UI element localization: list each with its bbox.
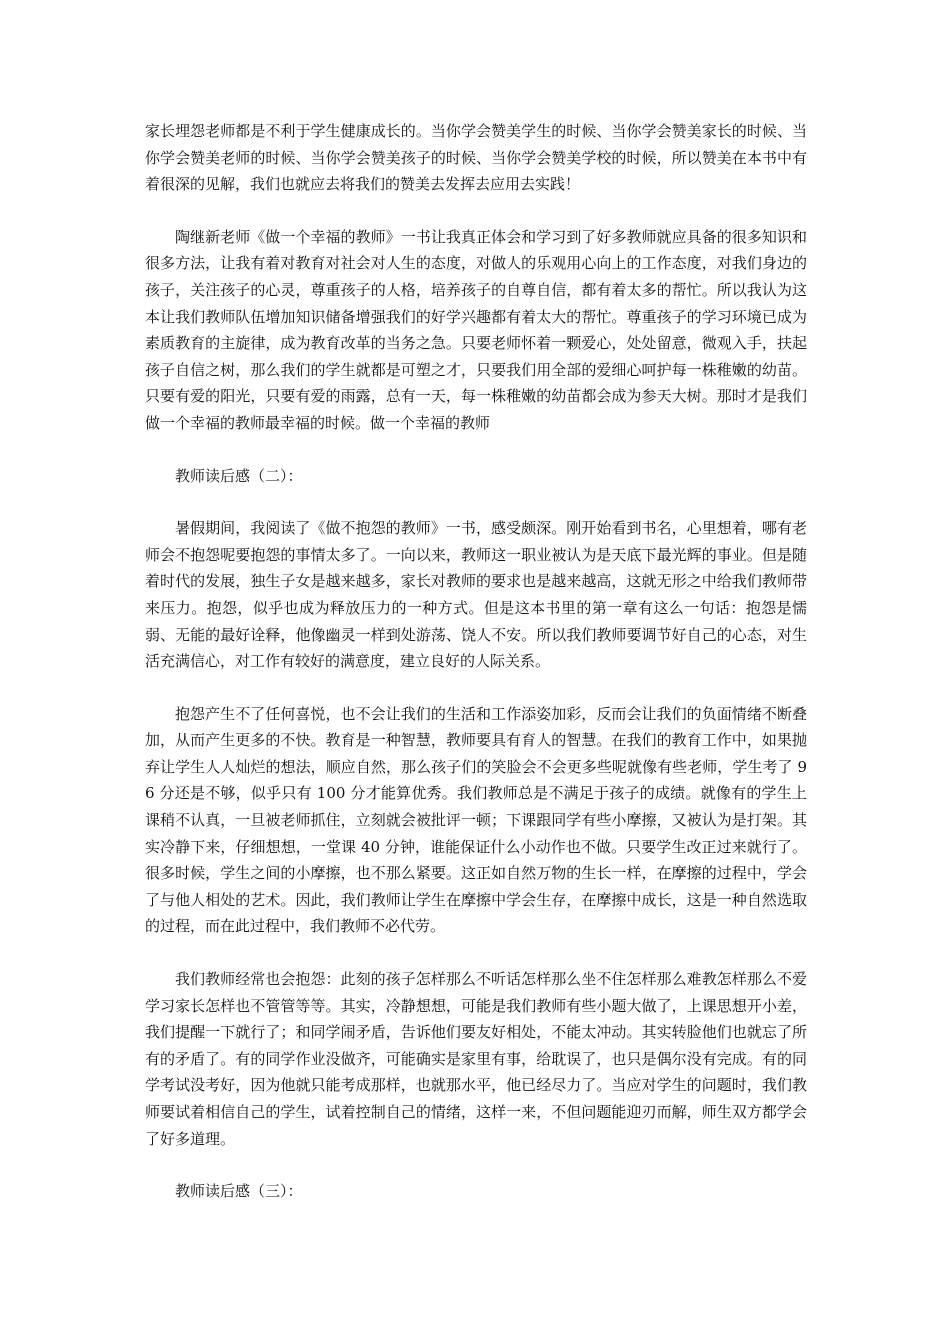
paragraph-section2-2: 抱怨产生不了任何喜悦，也不会让我们的生活和工作添姿加彩，反而会让我们的负面情绪不断叠加，从而产生更多的不快。教育是一种智慧，教师要具有育人的智慧。在我们的教育工作中，如果抛弃让学生人人灿烂的想法，顺应自然，那么孩子们的笑脸会不会更多些呢就像有些老师，学生考了 96 分还是不够，似乎只有 100 分才能算优秀。我们教师总是不满足于孩子的成绩。就像有的学生上课稍不认真，一旦被老师抓住，立刻就会被批评一顿；下课跟同学有些小摩擦，又被认为是打架。其实冷静下来，仔细想想，一堂课 40 分钟，谁能保证什么小动作也不做。只要学生改正过来就行了。很多时候，学生之间的小摩擦，也不那么紧要。这正如自然万物的生长一样，在摩擦的过程中，学会了与他人相处的艺术。因此，我们教师让学生在摩擦中学会生存，在摩擦中成长，这是一种自然选取的过程，而在此过程中，我们教师不必代劳。 [145, 704, 807, 936]
document-page [145, 118, 807, 1231]
paragraph-section2-1: 暑假期间，我阅读了《做不抱怨的教师》一书，感受颇深。刚开始看到书名，心里想着，哪有老师会不抱怨呢要抱怨的事情太多了。一向以来，教师这一职业被认为是天底下最光辉的事业。但是随着时代的发展，独生子女是越来越多，家长对教师的要求也是越来越高，这就无形之中给我们教师带来压力。抱怨，似乎也成为释放压力的一种方式。但是这本书里的第一章有这么一句话：抱怨是懦弱、无能的最好诠释，他像幽灵一样到处游荡、饶人不安。所以我们教师要调节好自己的心态，对生活充满信心，对工作有较好的满意度，建立良好的人际关系。 [145, 519, 807, 671]
section-heading-2: 教师读后感（二）： [175, 466, 303, 485]
paragraph-book-review-1: 陶继新老师《做一个幸福的教师》一书让我真正体会和学习到了好多教师就应具备的很多知识和很多方法，让我有着对教育对社会对人生的态度，对做人的乐观用心向上的工作态度，对我们身边的孩子，关注孩子的心灵，尊重孩子的人格，培养孩子的自尊自信，都有着太多的帮忙。所以我认为这本让我们教师队伍增加知识储备增强我们的好学兴趣都有着太大的帮忙。尊重孩子的学习环境已成为素质教育的主旋律，成为教育改革的当务之急。只要老师怀着一颗爱心，处处留意，微观入手，扶起孩子自信之树，那么我们的学生就都是可塑之才，只要我们用全部的爱细心呵护每一株稚嫩的幼苗。只要有爱的阳光，只要有爱的雨露，总有一天，每一株稚嫩的幼苗都会成为参天大树。那时才是我们做一个幸福的教师最幸福的时候。做一个幸福的教师 [145, 227, 807, 432]
paragraph-section2-3: 我们教师经常也会抱怨：此刻的孩子怎样那么不听话怎样那么坐不住怎样那么难教怎样那么不爱学习家长怎样也不管管等等。其实，冷静想想，可能是我们教师有些小题大做了，上课思想开小差，我们提醒一下就行了；和同学闹矛盾，告诉他们要友好相处，不能太冲动。其实转脸他们也就忘了所有的矛盾了。有的同学作业没做齐，可能确实是家里有事，给耽误了，也只是偶尔没有完成。有的同学考试没考好，因为他就只能考成那样，也就那水平，他已经尽力了。当应对学生的问题时，我们教师要试着相信自己的学生，试着控制自己的情绪，这样一来，不但问题能迎刃而解，师生双方都学会了好多道理。 [145, 970, 807, 1148]
paragraph-intro: 家长埋怨老师都是不利于学生健康成长的。当你学会赞美学生的时候、当你学会赞美家长的时候、当你学会赞美老师的时候、当你学会赞美孩子的时候、当你学会赞美学校的时候，所以赞美在本书中有着很深的见解，我们也就应去将我们的赞美去发挥去应用去实践！ [145, 122, 807, 194]
section-heading-3: 教师读后感（三）： [175, 1182, 303, 1201]
